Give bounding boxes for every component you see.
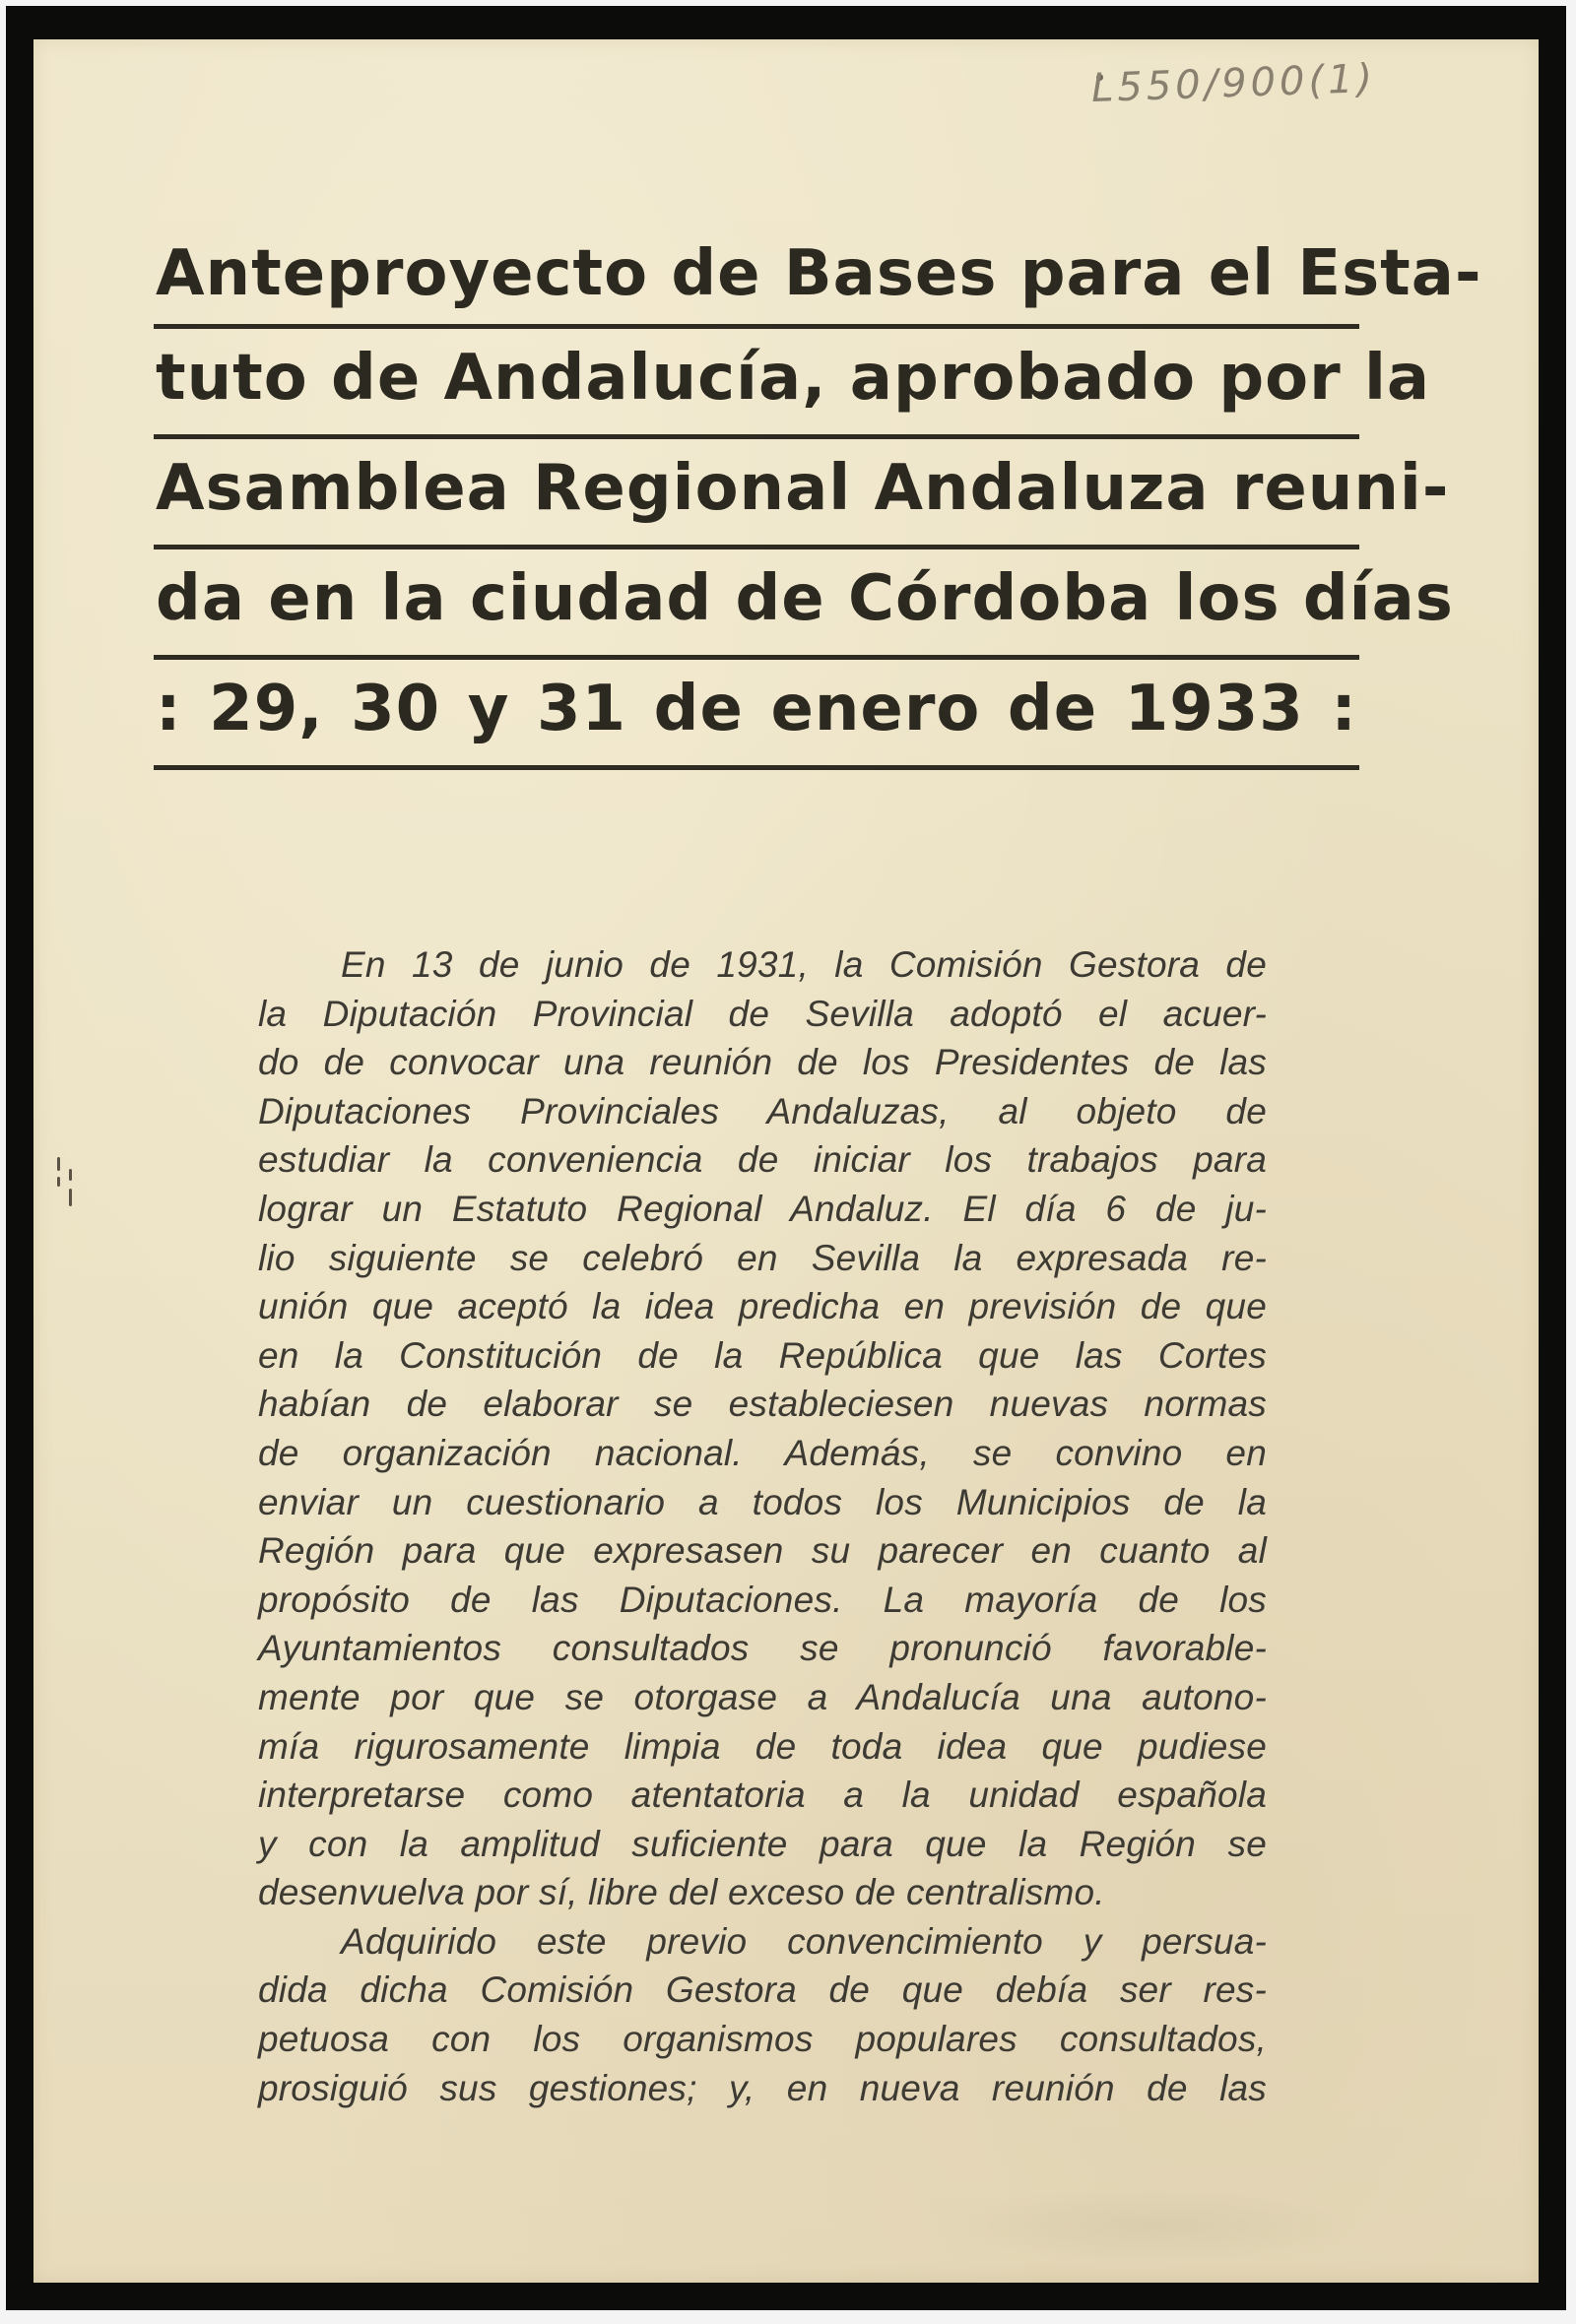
paragraph-1-line: de organización nacional. Además, se convino en xyxy=(258,1432,1267,1473)
paragraph-1-line: enviar un cuestionario a todos los Municipios de la xyxy=(258,1481,1267,1522)
paragraph-1-line: unión que aceptó la idea predicha en previsión de que xyxy=(258,1286,1267,1327)
paragraph-2-line: dida dicha Comisión Gestora de que debía ser res- xyxy=(258,1969,1267,2011)
paragraph-1-line: mía rigurosamente limpia de toda idea que pudiese xyxy=(258,1725,1267,1767)
paragraph-2-line: prosiguió sus gestiones; y, en nueva reunión de las xyxy=(258,2067,1267,2108)
paragraph-1-line: y con la amplitud suficiente para que la Región se xyxy=(258,1823,1267,1864)
paragraph-1-line: habían de elaborar se estableciesen nuevas normas xyxy=(258,1384,1267,1425)
paragraph-1-line: do de convocar una reunión de los Presidentes de las xyxy=(258,1042,1267,1083)
paragraph-1-line: En 13 de junio de 1931, la Comisión Gestora de xyxy=(341,944,1267,985)
title-line xyxy=(154,329,1431,439)
paragraph-1-line: Región para que expresasen su parecer en cuanto al xyxy=(258,1530,1267,1572)
body-text xyxy=(258,940,1267,2112)
title-line-text: Asamblea Regional Andaluza reuni- xyxy=(156,452,1450,525)
paragraph-1-line: en la Constitución de la República que las Cortes xyxy=(258,1334,1267,1376)
paper-stain xyxy=(946,2186,1359,2265)
title-line xyxy=(154,226,1482,329)
title-line xyxy=(154,439,1450,549)
paragraph-1-line: propósito de las Diputaciones. La mayoría de los xyxy=(258,1579,1267,1620)
shelfmark-annotation: L550/900(1) xyxy=(1090,55,1377,112)
paragraph-1-line: mente por que se otorgase a Andalucía una autono- xyxy=(258,1676,1267,1717)
paragraph-1-line: desenvuelva por sí, libre del exceso de centralismo. xyxy=(258,1872,1105,1913)
title-line xyxy=(154,549,1454,660)
paragraph-1-line: estudiar la conveniencia de iniciar los trabajos para xyxy=(258,1139,1267,1181)
title-line-text: : 29, 30 y 31 de enero de 1933 : xyxy=(156,673,1357,745)
title-line-text: da en la ciudad de Córdoba los días xyxy=(156,562,1454,635)
title-line-text: tuto de Andalucía, aprobado por la xyxy=(156,342,1431,415)
paragraph-1-line: lograr un Estatuto Regional Andaluz. El día 6 de ju- xyxy=(258,1188,1267,1229)
margin-pencil-marks xyxy=(55,1157,75,1216)
paragraph-1-line: interpretarse como atentatoria a la unidad española xyxy=(258,1775,1267,1816)
paragraph-1-line: lio siguiente se celebró en Sevilla la expresada re- xyxy=(258,1237,1267,1278)
title-line-text: Anteproyecto de Bases para el Esta- xyxy=(156,237,1482,310)
paragraph-1-line: Ayuntamientos consultados se pronunció favorable- xyxy=(258,1628,1267,1669)
paragraph-2-line: Adquirido este previo convencimiento y persua- xyxy=(341,1920,1267,1962)
paragraph-1-line: Diputaciones Provinciales Andaluzas, al objeto de xyxy=(258,1090,1267,1131)
document-title xyxy=(154,226,1482,770)
paragraph-1-line: la Diputación Provincial de Sevilla adoptó el acuer- xyxy=(258,993,1267,1034)
title-line-date xyxy=(154,660,1359,770)
paragraph-2-line: petuosa con los organismos populares consultados, xyxy=(258,2019,1267,2060)
